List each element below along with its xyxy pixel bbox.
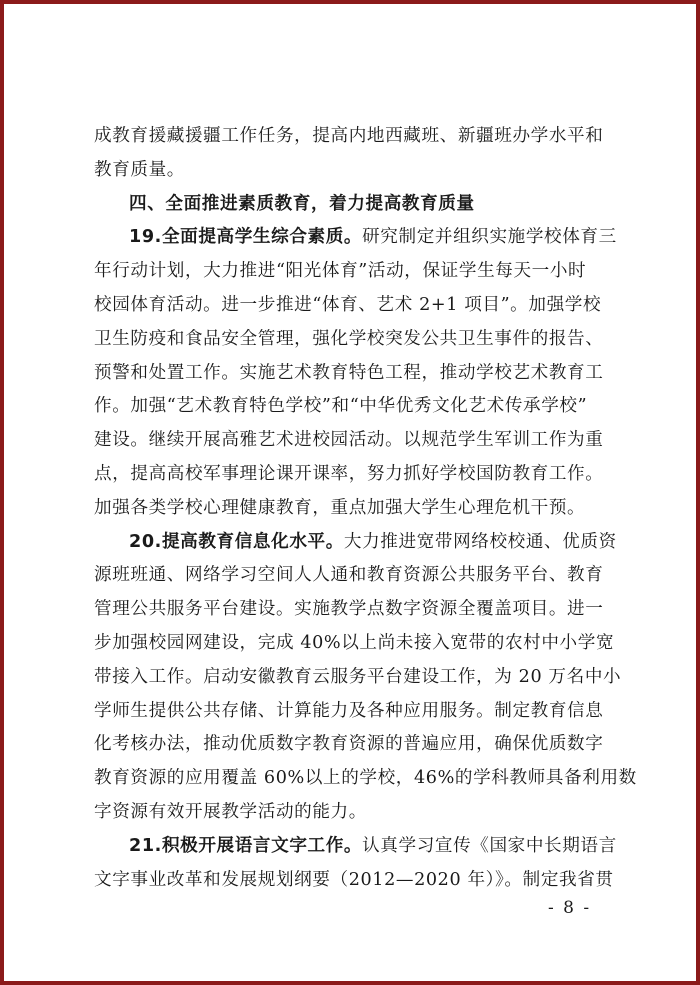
- body-line: 管理公共服务平台建设。实施教学点数字资源全覆盖项目。进一: [94, 599, 604, 620]
- body-line: 成教育援藏援疆工作任务，提高内地西藏班、新疆班办学水平和: [94, 126, 604, 146]
- body-line: 教育资源的应用覆盖 60%以上的学校，46%的学科教师具备利用数: [94, 768, 637, 789]
- body-line: 化考核办法，推动优质数字教育资源的普遍应用，确保优质数字: [94, 734, 604, 755]
- body-line: 源班班通、网络学习空间人人通和教育资源公共服务平台、教育: [94, 565, 604, 586]
- body-line: 步加强校园网建设，完成 40%以上尚未接入宽带的农村中小学宽: [94, 632, 615, 653]
- document-body: [94, 120, 637, 897]
- paragraph-text: 大力推进宽带网络校校通、优质资: [343, 531, 617, 552]
- body-line: 教育质量。: [94, 159, 185, 180]
- body-line: 带接入工作。启动安徽教育云服务平台建设工作，为 20 万名中小: [94, 666, 622, 687]
- body-line: 作。加强“艺术教育特色学校”和“中华优秀文化艺术传承学校”: [94, 396, 588, 417]
- paragraph-lead: 19.全面提高学生综合素质。: [129, 227, 363, 248]
- paragraph-text: 认真学习宣传《国家中长期语言: [362, 835, 617, 856]
- body-line: 字资源有效开展教学活动的能力。: [94, 801, 367, 822]
- paragraph-text: 研究制定并组织实施学校体育三: [362, 227, 617, 248]
- body-line: 点，提高高校军事理论课开课率，努力抓好学校国防教育工作。: [94, 463, 604, 484]
- body-line: 年行动计划，大力推进“阳光体育”活动，保证学生每天一小时: [94, 261, 587, 282]
- body-line: 学师生提供公共存储、计算能力及各种应用服务。制定教育信息: [94, 700, 604, 721]
- body-line: 文字事业改革和发展规划纲要（2012—2020 年）》。制定我省贯: [94, 869, 614, 890]
- paragraph-start: [94, 830, 617, 864]
- paragraph-lead: 21.积极开展语言文字工作。: [129, 835, 363, 856]
- page-number: - 8 -: [548, 898, 592, 918]
- body-line: 校园体育活动。进一步推进“体育、艺术 2+1 项目”。加强学校: [94, 294, 602, 315]
- paragraph-start: [94, 526, 617, 560]
- body-line: 卫生防疫和食品安全管理，强化学校突发公共卫生事件的报告、: [94, 328, 604, 349]
- section-heading: 四、全面推进素质教育，着力提高教育质量: [129, 193, 475, 214]
- body-line: 加强各类学校心理健康教育，重点加强大学生心理危机干预。: [94, 497, 586, 518]
- paragraph-lead: 20.提高教育信息化水平。: [129, 531, 344, 552]
- paragraph-start: [94, 221, 617, 255]
- body-line: 预警和处置工作。实施艺术教育特色工程，推动学校艺术教育工: [94, 362, 604, 383]
- body-line: 建设。继续开展高雅艺术进校园活动。以规范学生军训工作为重: [94, 430, 604, 451]
